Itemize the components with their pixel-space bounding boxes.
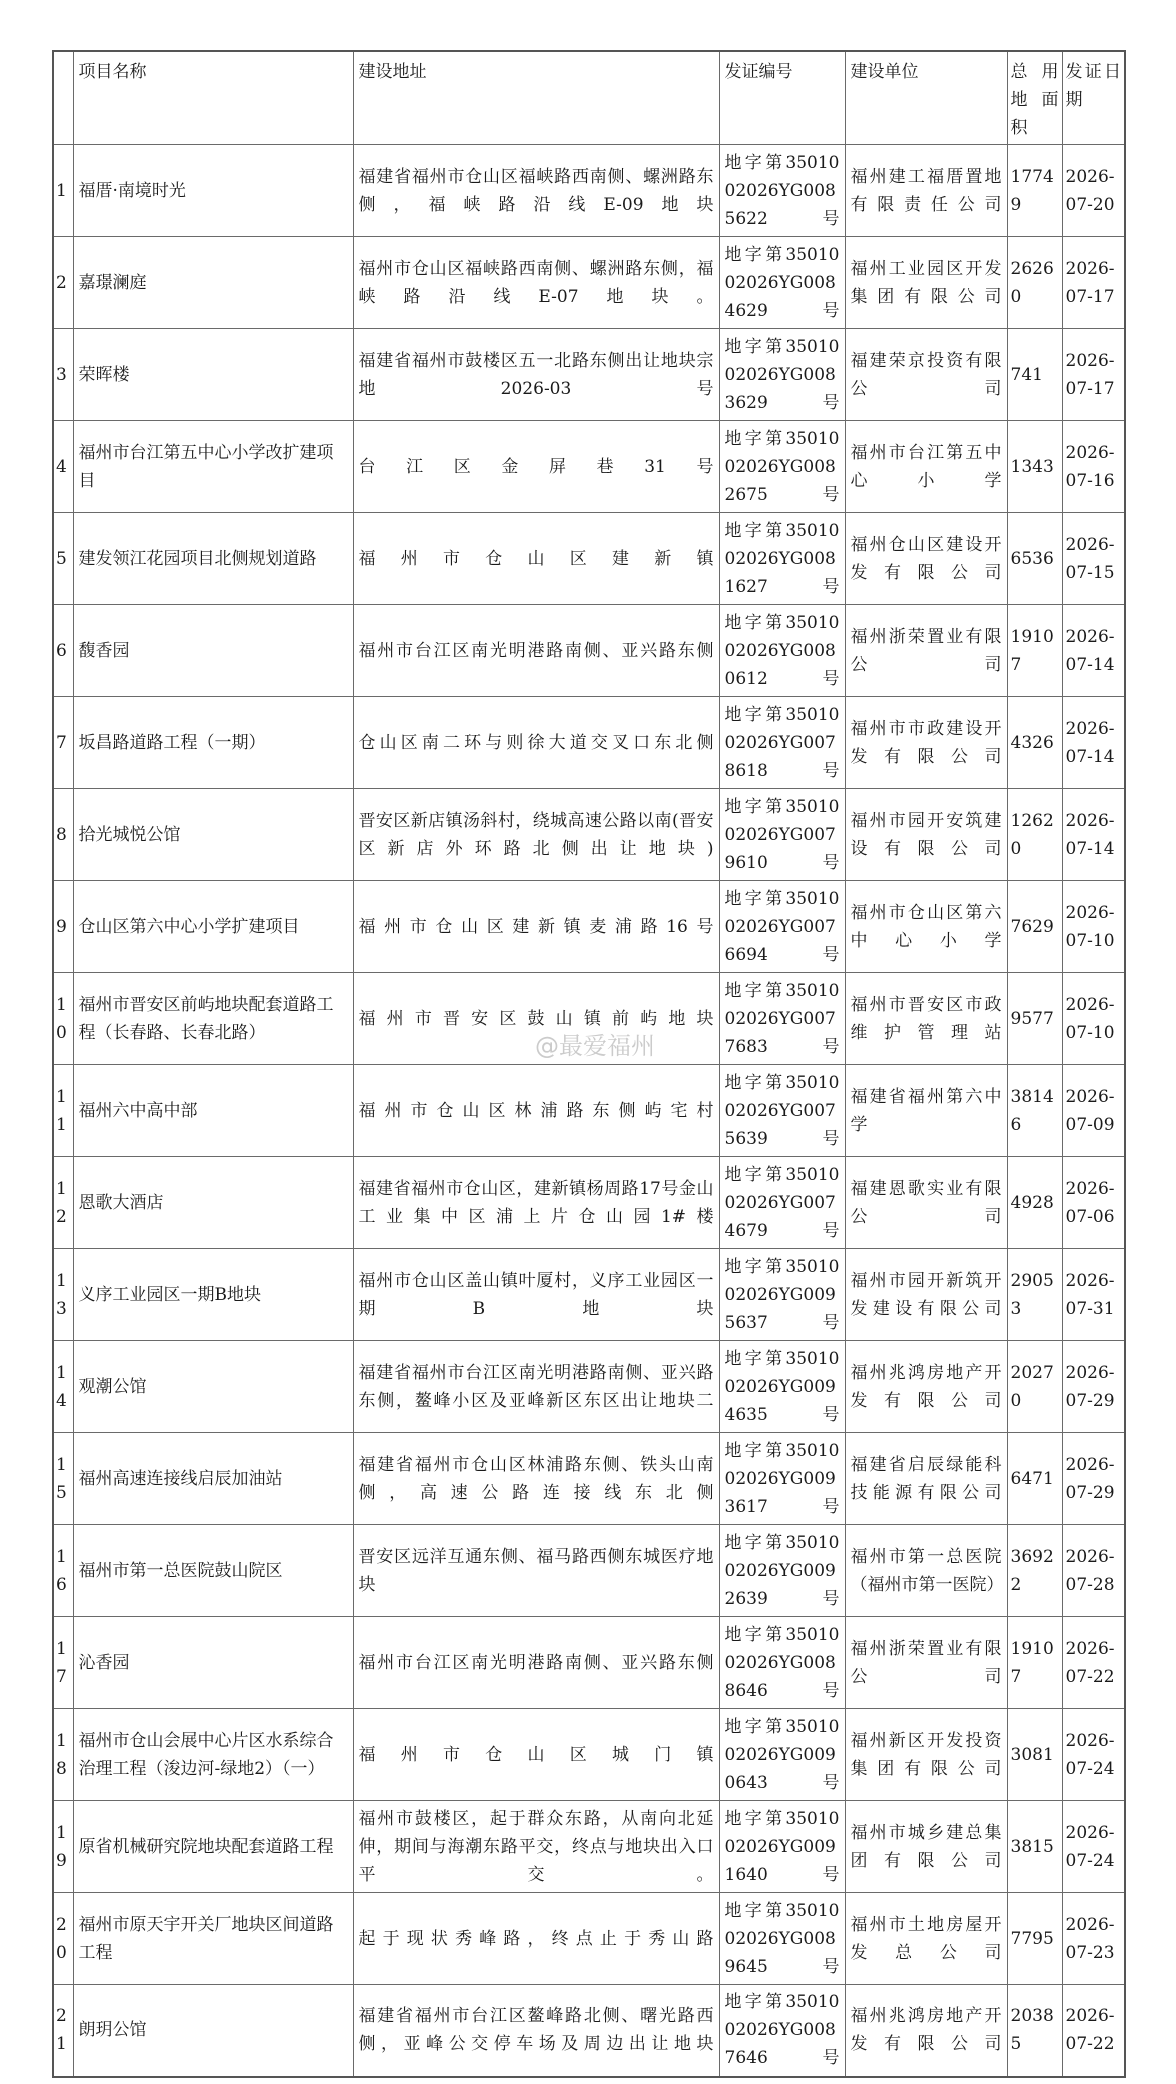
cell-date: 2026-07-14 [1062,789,1125,881]
watermark: @最爱福州 [535,1032,655,1060]
cell-cert-number: 地字第3501002026YG0091640号 [719,1801,845,1893]
cell-builder: 福州仓山区建设开发有限公司 [845,513,1007,605]
cell-date: 2026-07-22 [1062,1617,1125,1709]
cell-date: 2026-07-22 [1062,1985,1125,2077]
header-index [53,51,73,145]
cell-date: 2026-07-31 [1062,1249,1125,1341]
cell-address: 福州市台江区南光明港路南侧、亚兴路东侧 [353,605,719,697]
table-row [53,1157,1125,1249]
table-row [53,1709,1125,1801]
cell-area: 19107 [1007,605,1062,697]
cell-date: 2026-07-06 [1062,1157,1125,1249]
cell-cert-number: 地字第3501002026YG0080612号 [719,605,845,697]
cell-builder: 福州市城乡建总集团有限公司 [845,1801,1007,1893]
cell-cert-number: 地字第3501002026YG0088646号 [719,1617,845,1709]
cell-address: 福建省福州市台江区鳌峰路北侧、曙光路西侧，亚峰公交停车场及周边出让地块 [353,1985,719,2077]
header-row [53,51,1125,145]
cell-area: 741 [1007,329,1062,421]
cell-index: 9 [53,881,73,973]
cell-index: 2 [53,237,73,329]
permit-table-container [52,50,1124,2078]
cell-index: 12 [53,1157,73,1249]
table-row [53,789,1125,881]
cell-project-name: 福州市原天宇开关厂地块区间道路工程 [73,1893,353,1985]
cell-builder: 福州市园开安筑建设有限公司 [845,789,1007,881]
cell-builder: 福州建工福厝置地有限责任公司 [845,145,1007,237]
cell-area: 3081 [1007,1709,1062,1801]
cell-address: 福州市鼓楼区，起于群众东路，从南向北延伸，期间与海潮东路平交，终点与地块出入口平交。 [353,1801,719,1893]
cell-area: 4928 [1007,1157,1062,1249]
cell-date: 2026-07-28 [1062,1525,1125,1617]
cell-builder: 福州市土地房屋开发总公司 [845,1893,1007,1985]
cell-cert-number: 地字第3501002026YG0095637号 [719,1249,845,1341]
cell-index: 7 [53,697,73,789]
cell-date: 2026-07-10 [1062,881,1125,973]
cell-cert-number: 地字第3501002026YG0074679号 [719,1157,845,1249]
cell-date: 2026-07-20 [1062,145,1125,237]
cell-index: 18 [53,1709,73,1801]
cell-area: 7629 [1007,881,1062,973]
cell-index: 1 [53,145,73,237]
cell-area: 36922 [1007,1525,1062,1617]
cell-builder: 福州兆鸿房地产开发有限公司 [845,1985,1007,2077]
cell-builder: 福建省启辰绿能科技能源有限公司 [845,1433,1007,1525]
table-row [53,605,1125,697]
cell-address: 福州市仓山区盖山镇叶厦村，义序工业园区一期B地块 [353,1249,719,1341]
cell-project-name: 馥香园 [73,605,353,697]
cell-cert-number: 地字第3501002026YG0093617号 [719,1433,845,1525]
cell-project-name: 福州市晋安区前屿地块配套道路工程（长春路、长春北路） [73,973,353,1065]
header-cert: 发证编号 [719,51,845,145]
cell-date: 2026-07-17 [1062,329,1125,421]
cell-area: 4326 [1007,697,1062,789]
cell-index: 3 [53,329,73,421]
table-row [53,973,1125,1065]
header-address: 建设地址 [353,51,719,145]
cell-address: 福建省福州市仓山区，建新镇杨周路17号金山工业集中区浦上片仓山园1#楼 [353,1157,719,1249]
cell-project-name: 福州市台江第五中心小学改扩建项目 [73,421,353,513]
cell-address: 福州市仓山区林浦路东侧屿宅村 [353,1065,719,1157]
cell-date: 2026-07-10 [1062,973,1125,1065]
cell-builder: 福州市仓山区第六中心小学 [845,881,1007,973]
cell-date: 2026-07-17 [1062,237,1125,329]
cell-cert-number: 地字第3501002026YG0079610号 [719,789,845,881]
cell-area: 3815 [1007,1801,1062,1893]
cell-cert-number: 地字第3501002026YG0078618号 [719,697,845,789]
cell-area: 19107 [1007,1617,1062,1709]
cell-cert-number: 地字第3501002026YG0089645号 [719,1893,845,1985]
cell-builder: 福建荣京投资有限公司 [845,329,1007,421]
table-row [53,1433,1125,1525]
cell-index: 4 [53,421,73,513]
cell-date: 2026-07-24 [1062,1801,1125,1893]
cell-builder: 福州市晋安区市政维护管理站 [845,973,1007,1065]
header-area: 总用地面积 [1007,51,1062,145]
cell-cert-number: 地字第3501002026YG0076694号 [719,881,845,973]
cell-address: 台江区金屏巷31号 [353,421,719,513]
table-row [53,1617,1125,1709]
table-row [53,1893,1125,1985]
table-row [53,1525,1125,1617]
cell-address: 仓山区南二环与则徐大道交叉口东北侧 [353,697,719,789]
cell-address: 福州市仓山区福峡路西南侧、螺洲路东侧，福峡路沿线E-07地块。 [353,237,719,329]
cell-index: 19 [53,1801,73,1893]
cell-builder: 福州浙荣置业有限公司 [845,605,1007,697]
cell-area: 20385 [1007,1985,1062,2077]
cell-index: 16 [53,1525,73,1617]
cell-area: 6471 [1007,1433,1062,1525]
cell-address: 福州市台江区南光明港路南侧、亚兴路东侧 [353,1617,719,1709]
cell-index: 17 [53,1617,73,1709]
cell-builder: 福建恩歌实业有限公司 [845,1157,1007,1249]
cell-date: 2026-07-14 [1062,697,1125,789]
cell-project-name: 荣晖楼 [73,329,353,421]
table-row [53,881,1125,973]
cell-project-name: 嘉璟澜庭 [73,237,353,329]
cell-cert-number: 地字第3501002026YG0077683号 [719,973,845,1065]
cell-cert-number: 地字第3501002026YG0092639号 [719,1525,845,1617]
cell-date: 2026-07-24 [1062,1709,1125,1801]
table-row [53,421,1125,513]
cell-date: 2026-07-29 [1062,1433,1125,1525]
cell-area: 7795 [1007,1893,1062,1985]
cell-index: 14 [53,1341,73,1433]
cell-index: 13 [53,1249,73,1341]
table-row [53,145,1125,237]
table-row [53,513,1125,605]
cell-project-name: 恩歌大酒店 [73,1157,353,1249]
cell-cert-number: 地字第3501002026YG0085622号 [719,145,845,237]
cell-project-name: 拾光城悦公馆 [73,789,353,881]
cell-builder: 福州兆鸿房地产开发有限公司 [845,1341,1007,1433]
cell-builder: 福州工业园区开发集团有限公司 [845,237,1007,329]
cell-project-name: 福州市仓山会展中心片区水系综合治理工程（浚边河-绿地2）（一） [73,1709,353,1801]
cell-date: 2026-07-15 [1062,513,1125,605]
cell-address: 起于现状秀峰路，终点止于秀山路 [353,1893,719,1985]
table-row [53,1801,1125,1893]
cell-address: 福州市仓山区建新镇 [353,513,719,605]
cell-index: 10 [53,973,73,1065]
header-unit: 建设单位 [845,51,1007,145]
cell-cert-number: 地字第3501002026YG0090643号 [719,1709,845,1801]
cell-project-name: 观潮公馆 [73,1341,353,1433]
cell-index: 15 [53,1433,73,1525]
cell-date: 2026-07-09 [1062,1065,1125,1157]
table-row [53,1249,1125,1341]
cell-cert-number: 地字第3501002026YG0094635号 [719,1341,845,1433]
cell-address: 福建省福州市仓山区福峡路西南侧、螺洲路东侧，福峡路沿线E-09地块 [353,145,719,237]
cell-project-name: 原省机械研究院地块配套道路工程 [73,1801,353,1893]
cell-builder: 福州浙荣置业有限公司 [845,1617,1007,1709]
cell-address: 福州市仓山区城门镇 [353,1709,719,1801]
cell-project-name: 福州市第一总医院鼓山院区 [73,1525,353,1617]
header-name: 项目名称 [73,51,353,145]
table-row [53,1065,1125,1157]
header-date: 发证日期 [1062,51,1125,145]
cell-address: 福州市仓山区建新镇麦浦路16号 [353,881,719,973]
permit-table [52,50,1126,2078]
cell-address: 福建省福州市台江区南光明港路南侧、亚兴路东侧，鳌峰小区及亚峰新区东区出让地块二 [353,1341,719,1433]
cell-builder: 福州市台江第五中心小学 [845,421,1007,513]
cell-index: 20 [53,1893,73,1985]
cell-area: 20270 [1007,1341,1062,1433]
cell-cert-number: 地字第3501002026YG0087646号 [719,1985,845,2077]
table-row [53,697,1125,789]
cell-project-name: 福厝·南境时光 [73,145,353,237]
cell-cert-number: 地字第3501002026YG0083629号 [719,329,845,421]
cell-index: 6 [53,605,73,697]
cell-area: 1343 [1007,421,1062,513]
table-row [53,1985,1125,2077]
table-row [53,1341,1125,1433]
cell-project-name: 仓山区第六中心小学扩建项目 [73,881,353,973]
cell-cert-number: 地字第3501002026YG0082675号 [719,421,845,513]
cell-address: 晋安区远洋互通东侧、福马路西侧东城医疗地块 [353,1525,719,1617]
cell-address: 福建省福州市鼓楼区五一北路东侧出让地块宗地2026-03号 [353,329,719,421]
cell-date: 2026-07-23 [1062,1893,1125,1985]
cell-address: 福建省福州市仓山区林浦路东侧、铁头山南侧，高速公路连接线东北侧 [353,1433,719,1525]
table-row [53,329,1125,421]
cell-index: 21 [53,1985,73,2077]
cell-address: 晋安区新店镇汤斜村，绕城高速公路以南(晋安区新店外环路北侧出让地块) [353,789,719,881]
cell-cert-number: 地字第3501002026YG0084629号 [719,237,845,329]
cell-area: 12620 [1007,789,1062,881]
cell-builder: 福州市园开新筑开发建设有限公司 [845,1249,1007,1341]
cell-index: 11 [53,1065,73,1157]
cell-builder: 福州新区开发投资集团有限公司 [845,1709,1007,1801]
cell-date: 2026-07-14 [1062,605,1125,697]
cell-index: 5 [53,513,73,605]
cell-cert-number: 地字第3501002026YG0081627号 [719,513,845,605]
cell-area: 9577 [1007,973,1062,1065]
cell-area: 26260 [1007,237,1062,329]
cell-date: 2026-07-29 [1062,1341,1125,1433]
cell-builder: 福建省福州第六中学 [845,1065,1007,1157]
cell-address: 福州市晋安区鼓山镇前屿地块 [353,973,719,1065]
cell-project-name: 坂昌路道路工程（一期） [73,697,353,789]
cell-project-name: 朗玥公馆 [73,1985,353,2077]
table-row [53,237,1125,329]
cell-cert-number: 地字第3501002026YG0075639号 [719,1065,845,1157]
cell-area: 38146 [1007,1065,1062,1157]
cell-project-name: 建发领江花园项目北侧规划道路 [73,513,353,605]
cell-builder: 福州市第一总医院（福州市第一医院） [845,1525,1007,1617]
cell-index: 8 [53,789,73,881]
cell-project-name: 沁香园 [73,1617,353,1709]
cell-area: 6536 [1007,513,1062,605]
cell-project-name: 义序工业园区一期B地块 [73,1249,353,1341]
cell-date: 2026-07-16 [1062,421,1125,513]
cell-area: 29053 [1007,1249,1062,1341]
cell-project-name: 福州高速连接线启辰加油站 [73,1433,353,1525]
cell-builder: 福州市市政建设开发有限公司 [845,697,1007,789]
cell-area: 17749 [1007,145,1062,237]
cell-project-name: 福州六中高中部 [73,1065,353,1157]
